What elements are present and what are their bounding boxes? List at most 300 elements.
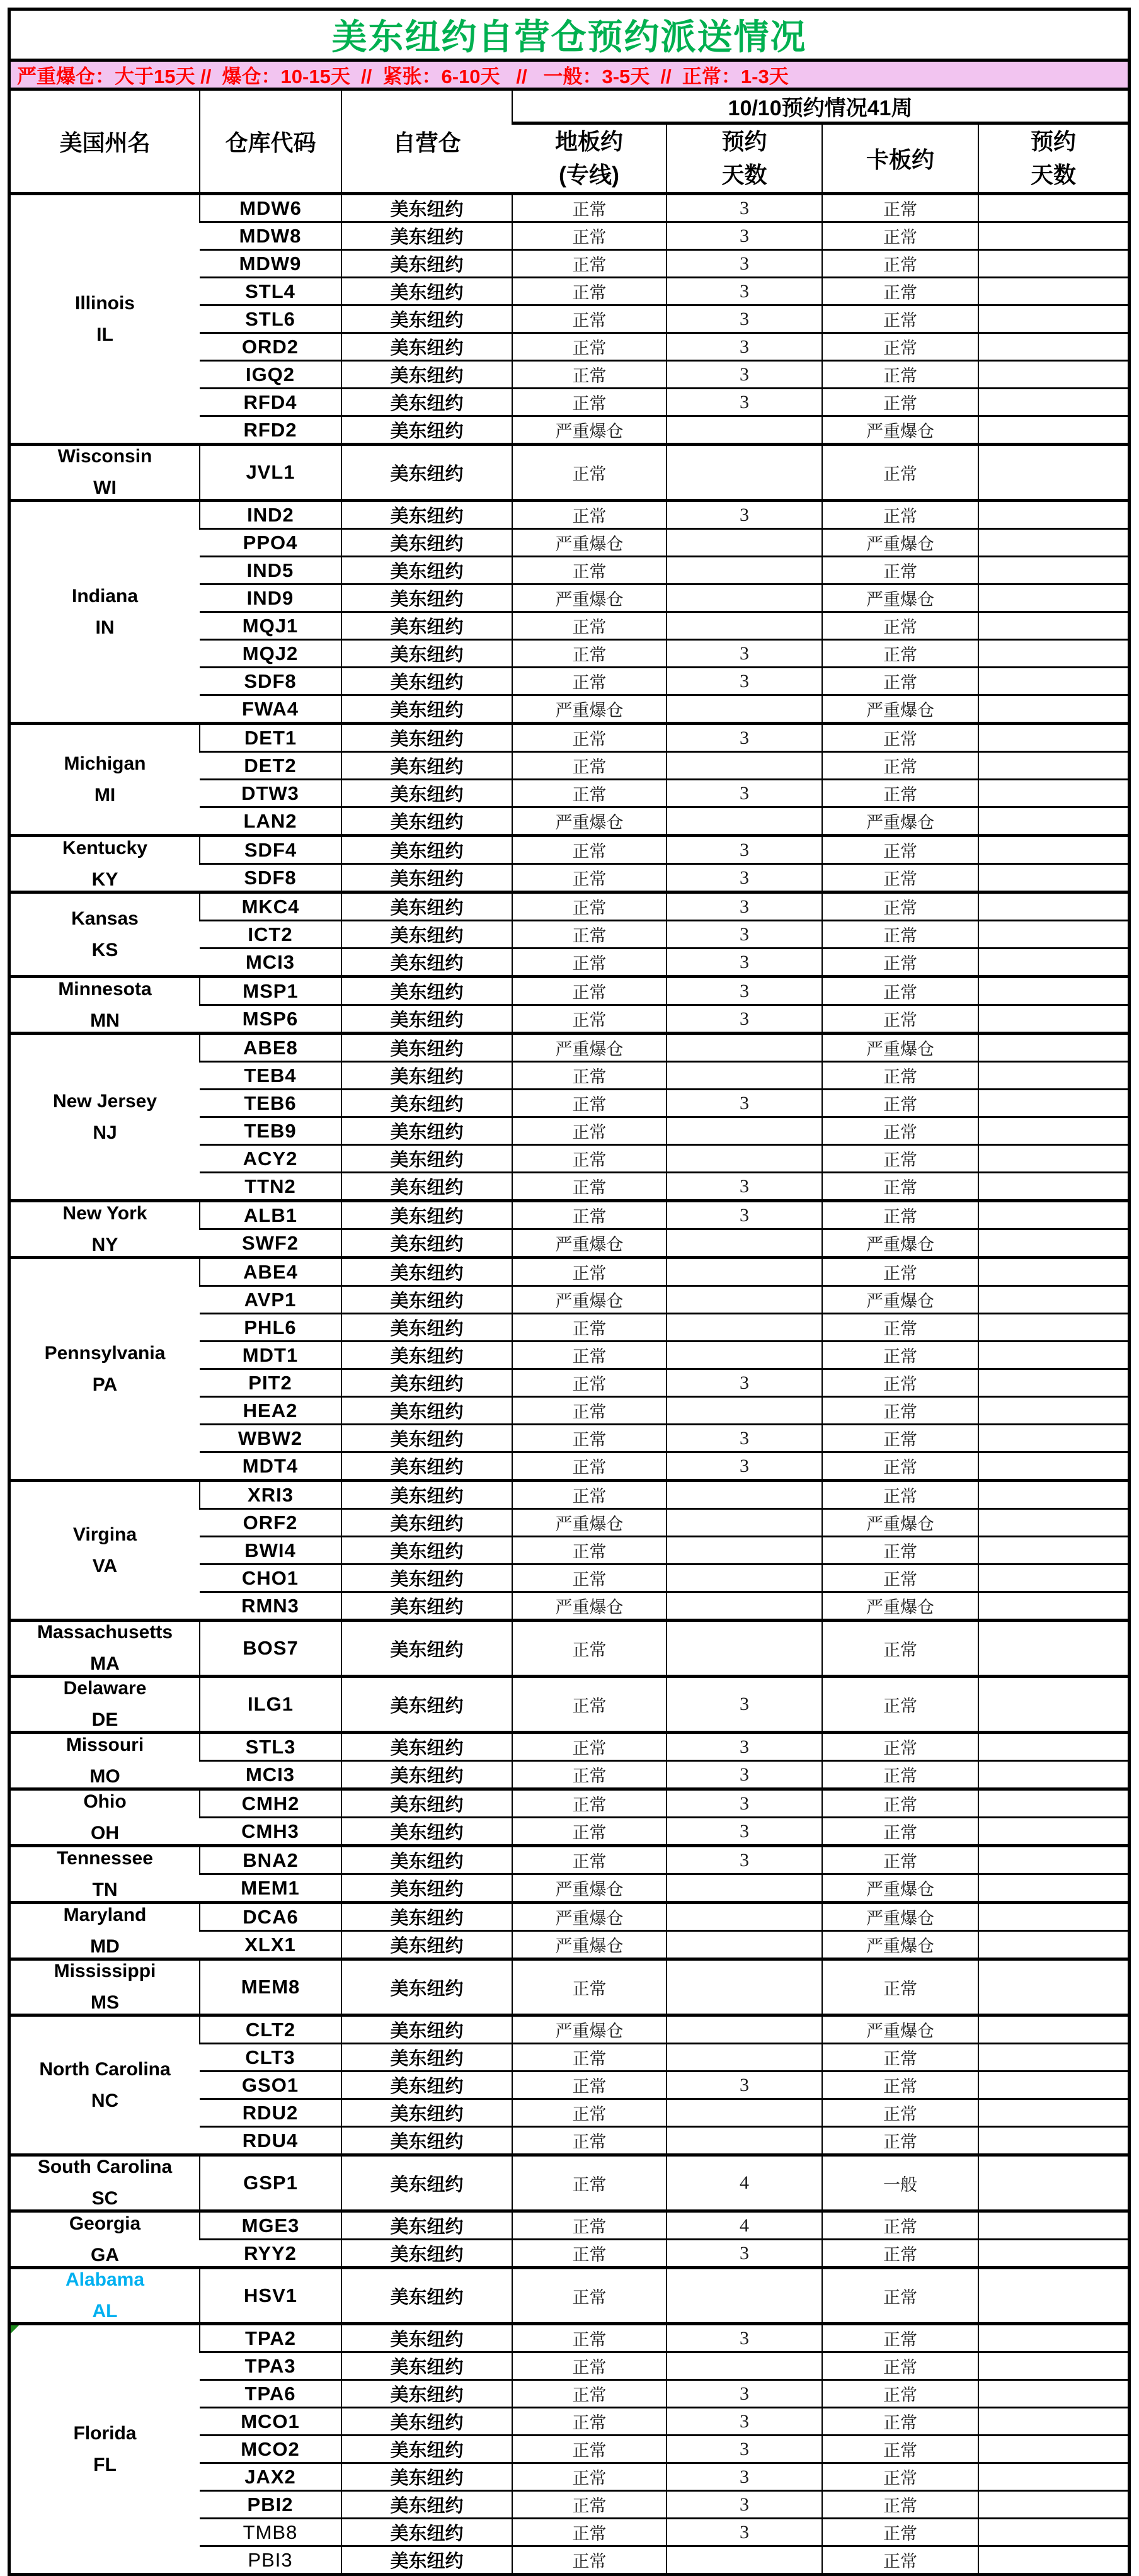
code-cell[interactable]: DCA6 <box>200 1903 341 1931</box>
code-cell[interactable]: IND5 <box>200 557 341 584</box>
pallet-days-cell[interactable] <box>978 501 1128 529</box>
state-cell[interactable] <box>11 2015 200 2155</box>
pallet-days-cell[interactable] <box>978 194 1128 222</box>
pallet-status-cell[interactable]: 正常 <box>822 333 978 361</box>
pallet-status-cell[interactable]: 严重爆仓 <box>822 695 978 724</box>
warehouse-cell[interactable]: 美东纽约 <box>341 1592 512 1621</box>
floor-days-cell[interactable]: 3 <box>667 836 822 864</box>
warehouse-cell[interactable]: 美东纽约 <box>341 1931 512 1959</box>
warehouse-cell[interactable]: 美东纽约 <box>341 501 512 529</box>
pallet-status-cell[interactable]: 严重爆仓 <box>822 1903 978 1931</box>
pallet-days-cell[interactable] <box>978 1789 1128 1818</box>
warehouse-cell[interactable]: 美东纽约 <box>341 892 512 921</box>
warehouse-cell[interactable]: 美东纽约 <box>341 2352 512 2380</box>
warehouse-cell[interactable]: 美东纽约 <box>341 1145 512 1173</box>
floor-days-cell[interactable] <box>667 445 822 501</box>
warehouse-cell[interactable]: 美东纽约 <box>341 1846 512 1874</box>
warehouse-cell[interactable]: 美东纽约 <box>341 2240 512 2268</box>
header-state[interactable]: 美国州名 <box>59 130 151 156</box>
floor-status-cell[interactable]: 正常 <box>512 752 667 780</box>
code-cell[interactable]: MDW9 <box>200 250 341 278</box>
warehouse-cell[interactable]: 美东纽约 <box>341 1564 512 1592</box>
warehouse-cell[interactable]: 美东纽约 <box>341 584 512 612</box>
floor-status-cell[interactable]: 严重爆仓 <box>512 695 667 724</box>
floor-status-cell[interactable]: 正常 <box>512 1173 667 1201</box>
pallet-status-cell[interactable]: 正常 <box>822 250 978 278</box>
warehouse-cell[interactable]: 美东纽约 <box>341 2211 512 2240</box>
floor-days-cell[interactable] <box>667 2352 822 2380</box>
pallet-days-cell[interactable] <box>978 2127 1128 2155</box>
pallet-days-cell[interactable] <box>978 977 1128 1005</box>
code-cell[interactable]: MEM1 <box>200 1874 341 1903</box>
pallet-status-cell[interactable]: 正常 <box>822 1621 978 1677</box>
pallet-status-cell[interactable]: 正常 <box>822 949 978 977</box>
floor-status-cell[interactable]: 正常 <box>512 780 667 807</box>
code-cell[interactable]: RYY2 <box>200 2240 341 2268</box>
floor-status-cell[interactable]: 正常 <box>512 612 667 640</box>
floor-status-cell[interactable]: 正常 <box>512 1369 667 1397</box>
floor-days-cell[interactable]: 3 <box>667 2436 822 2463</box>
warehouse-cell[interactable]: 美东纽约 <box>341 780 512 807</box>
floor-status-cell[interactable]: 正常 <box>512 2546 667 2573</box>
floor-status-cell[interactable]: 正常 <box>512 892 667 921</box>
floor-days-cell[interactable]: 3 <box>667 2324 822 2352</box>
floor-status-cell[interactable]: 正常 <box>512 1342 667 1369</box>
pallet-days-cell[interactable] <box>978 2463 1128 2491</box>
pallet-status-cell[interactable]: 严重爆仓 <box>822 1592 978 1621</box>
floor-days-cell[interactable]: 3 <box>667 250 822 278</box>
code-cell[interactable]: BWI4 <box>200 1537 341 1564</box>
warehouse-cell[interactable]: 美东纽约 <box>341 1874 512 1903</box>
code-cell[interactable]: TPA6 <box>200 2380 341 2408</box>
code-cell[interactable]: XLX1 <box>200 1931 341 1959</box>
pallet-status-cell[interactable]: 正常 <box>822 445 978 501</box>
floor-status-cell[interactable]: 正常 <box>512 2240 667 2268</box>
floor-status-cell[interactable]: 正常 <box>512 1258 667 1286</box>
pallet-status-cell[interactable]: 正常 <box>822 668 978 695</box>
floor-status-cell[interactable]: 正常 <box>512 1425 667 1452</box>
floor-status-cell[interactable]: 正常 <box>512 2491 667 2519</box>
floor-status-cell[interactable]: 正常 <box>512 1537 667 1564</box>
floor-days-cell[interactable]: 3 <box>667 1173 822 1201</box>
warehouse-cell[interactable]: 美东纽约 <box>341 2546 512 2573</box>
floor-status-cell[interactable]: 正常 <box>512 1677 667 1733</box>
warehouse-cell[interactable]: 美东纽约 <box>341 2463 512 2491</box>
pallet-status-cell[interactable]: 正常 <box>822 361 978 389</box>
code-cell[interactable]: MKC4 <box>200 892 341 921</box>
code-cell[interactable]: SDF8 <box>200 864 341 892</box>
pallet-status-cell[interactable]: 正常 <box>822 1369 978 1397</box>
pallet-days-cell[interactable] <box>978 1818 1128 1846</box>
code-cell[interactable]: ACY2 <box>200 1145 341 1173</box>
pallet-status-cell[interactable]: 正常 <box>822 2099 978 2127</box>
pallet-status-cell[interactable]: 严重爆仓 <box>822 1286 978 1314</box>
pallet-status-cell[interactable]: 正常 <box>822 1761 978 1789</box>
floor-days-cell[interactable] <box>667 1062 822 1090</box>
pallet-days-cell[interactable] <box>978 1537 1128 1564</box>
pallet-days-cell[interactable] <box>978 1034 1128 1062</box>
code-cell[interactable]: MCI3 <box>200 1761 341 1789</box>
pallet-status-cell[interactable]: 正常 <box>822 864 978 892</box>
code-cell[interactable]: CHO1 <box>200 1564 341 1592</box>
floor-status-cell[interactable]: 正常 <box>512 977 667 1005</box>
warehouse-cell[interactable]: 美东纽约 <box>341 921 512 949</box>
pallet-days-cell[interactable] <box>978 2099 1128 2127</box>
code-cell[interactable]: STL6 <box>200 305 341 333</box>
floor-status-cell[interactable]: 正常 <box>512 445 667 501</box>
code-cell[interactable]: ICT2 <box>200 921 341 949</box>
floor-days-cell[interactable] <box>667 1286 822 1314</box>
pallet-days-cell[interactable] <box>978 1342 1128 1369</box>
warehouse-cell[interactable]: 美东纽约 <box>341 2155 512 2211</box>
floor-status-cell[interactable]: 正常 <box>512 1005 667 1034</box>
pallet-status-cell[interactable]: 正常 <box>822 389 978 416</box>
floor-days-cell[interactable]: 3 <box>667 780 822 807</box>
floor-status-cell[interactable]: 正常 <box>512 2127 667 2155</box>
warehouse-cell[interactable]: 美东纽约 <box>341 640 512 668</box>
pallet-days-cell[interactable] <box>978 1903 1128 1931</box>
state-cell[interactable] <box>11 501 200 724</box>
pallet-days-cell[interactable] <box>978 1425 1128 1452</box>
floor-status-cell[interactable]: 正常 <box>512 194 667 222</box>
pallet-days-cell[interactable] <box>978 250 1128 278</box>
pallet-days-cell[interactable] <box>978 1592 1128 1621</box>
pallet-days-cell[interactable] <box>978 724 1128 752</box>
floor-days-cell[interactable] <box>667 1931 822 1959</box>
pallet-status-cell[interactable]: 正常 <box>822 1452 978 1481</box>
floor-status-cell[interactable]: 正常 <box>512 1846 667 1874</box>
code-cell[interactable]: XRI3 <box>200 1481 341 1509</box>
floor-days-cell[interactable] <box>667 1903 822 1931</box>
pallet-status-cell[interactable]: 正常 <box>822 2044 978 2072</box>
floor-days-cell[interactable] <box>667 2044 822 2072</box>
pallet-status-cell[interactable]: 一般 <box>822 2155 978 2211</box>
warehouse-cell[interactable]: 美东纽约 <box>341 1229 512 1258</box>
pallet-status-cell[interactable]: 正常 <box>822 1117 978 1145</box>
floor-days-cell[interactable]: 3 <box>667 194 822 222</box>
pallet-status-cell[interactable]: 正常 <box>822 1425 978 1452</box>
code-cell[interactable]: MSP1 <box>200 977 341 1005</box>
pallet-days-cell[interactable] <box>978 529 1128 557</box>
pallet-days-cell[interactable] <box>978 752 1128 780</box>
pallet-days-cell[interactable] <box>978 1452 1128 1481</box>
code-cell[interactable]: RFD4 <box>200 389 341 416</box>
floor-status-cell[interactable]: 正常 <box>512 1090 667 1117</box>
floor-status-cell[interactable]: 正常 <box>512 724 667 752</box>
code-cell[interactable]: MDW8 <box>200 222 341 250</box>
code-cell[interactable]: IND2 <box>200 501 341 529</box>
warehouse-cell[interactable]: 美东纽约 <box>341 1258 512 1286</box>
state-cell[interactable] <box>11 836 200 892</box>
code-cell[interactable]: TEB9 <box>200 1117 341 1145</box>
pallet-status-cell[interactable]: 正常 <box>822 1145 978 1173</box>
pallet-days-cell[interactable] <box>978 1677 1128 1733</box>
pallet-status-cell[interactable]: 正常 <box>822 2491 978 2519</box>
pallet-status-cell[interactable]: 正常 <box>822 2546 978 2573</box>
code-cell[interactable]: DET1 <box>200 724 341 752</box>
state-cell[interactable] <box>11 1034 200 1201</box>
warehouse-cell[interactable]: 美东纽约 <box>341 2380 512 2408</box>
pallet-status-cell[interactable]: 正常 <box>822 612 978 640</box>
warehouse-cell[interactable]: 美东纽约 <box>341 389 512 416</box>
warehouse-cell[interactable]: 美东纽约 <box>341 2408 512 2436</box>
code-cell[interactable]: SWF2 <box>200 1229 341 1258</box>
warehouse-cell[interactable]: 美东纽约 <box>341 612 512 640</box>
pallet-days-cell[interactable] <box>978 2436 1128 2463</box>
pallet-days-cell[interactable] <box>978 1846 1128 1874</box>
warehouse-cell[interactable]: 美东纽约 <box>341 2324 512 2352</box>
floor-days-cell[interactable] <box>667 2546 822 2573</box>
floor-status-cell[interactable]: 正常 <box>512 836 667 864</box>
warehouse-cell[interactable]: 美东纽约 <box>341 1005 512 1034</box>
warehouse-cell[interactable]: 美东纽约 <box>341 668 512 695</box>
header-floor-days[interactable] <box>667 123 822 194</box>
floor-days-cell[interactable]: 3 <box>667 921 822 949</box>
pallet-status-cell[interactable]: 严重爆仓 <box>822 807 978 836</box>
floor-status-cell[interactable]: 正常 <box>512 2519 667 2546</box>
pallet-days-cell[interactable] <box>978 1564 1128 1592</box>
warehouse-cell[interactable]: 美东纽约 <box>341 1034 512 1062</box>
floor-days-cell[interactable] <box>667 1564 822 1592</box>
floor-status-cell[interactable]: 正常 <box>512 501 667 529</box>
pallet-status-cell[interactable]: 正常 <box>822 977 978 1005</box>
warehouse-cell[interactable]: 美东纽约 <box>341 250 512 278</box>
warehouse-cell[interactable]: 美东纽约 <box>341 977 512 1005</box>
floor-days-cell[interactable] <box>667 1397 822 1425</box>
pallet-days-cell[interactable] <box>978 1314 1128 1342</box>
pallet-days-cell[interactable] <box>978 2324 1128 2352</box>
warehouse-cell[interactable]: 美东纽约 <box>341 1509 512 1537</box>
pallet-days-cell[interactable] <box>978 222 1128 250</box>
pallet-days-cell[interactable] <box>978 668 1128 695</box>
pallet-days-cell[interactable] <box>978 921 1128 949</box>
pallet-status-cell[interactable]: 正常 <box>822 1677 978 1733</box>
floor-status-cell[interactable]: 严重爆仓 <box>512 529 667 557</box>
code-cell[interactable]: GSO1 <box>200 2072 341 2099</box>
code-cell[interactable]: PHL6 <box>200 1314 341 1342</box>
pallet-days-cell[interactable] <box>978 892 1128 921</box>
floor-days-cell[interactable] <box>667 1314 822 1342</box>
state-cell[interactable] <box>11 892 200 977</box>
pallet-status-cell[interactable]: 严重爆仓 <box>822 529 978 557</box>
floor-status-cell[interactable]: 正常 <box>512 949 667 977</box>
pallet-days-cell[interactable] <box>978 640 1128 668</box>
warehouse-cell[interactable]: 美东纽约 <box>341 194 512 222</box>
warehouse-cell[interactable]: 美东纽约 <box>341 2099 512 2127</box>
pallet-status-cell[interactable]: 正常 <box>822 1342 978 1369</box>
pallet-days-cell[interactable] <box>978 1062 1128 1090</box>
warehouse-cell[interactable]: 美东纽约 <box>341 2491 512 2519</box>
pallet-status-cell[interactable]: 正常 <box>822 194 978 222</box>
code-cell[interactable]: CMH2 <box>200 1789 341 1818</box>
floor-days-cell[interactable]: 3 <box>667 1452 822 1481</box>
floor-days-cell[interactable]: 3 <box>667 949 822 977</box>
pallet-status-cell[interactable]: 正常 <box>822 2463 978 2491</box>
floor-status-cell[interactable]: 正常 <box>512 2463 667 2491</box>
floor-status-cell[interactable]: 正常 <box>512 2044 667 2072</box>
pallet-status-cell[interactable]: 正常 <box>822 892 978 921</box>
pallet-days-cell[interactable] <box>978 2408 1128 2436</box>
pallet-status-cell[interactable]: 正常 <box>822 2072 978 2099</box>
code-cell[interactable]: LAN2 <box>200 807 341 836</box>
header-pallet-appointment[interactable]: 卡板约 <box>822 123 978 194</box>
warehouse-cell[interactable]: 美东纽约 <box>341 1818 512 1846</box>
pallet-status-cell[interactable]: 正常 <box>822 1173 978 1201</box>
pallet-days-cell[interactable] <box>978 1090 1128 1117</box>
pallet-status-cell[interactable]: 正常 <box>822 1818 978 1846</box>
code-cell[interactable]: IND9 <box>200 584 341 612</box>
warehouse-cell[interactable]: 美东纽约 <box>341 1452 512 1481</box>
floor-days-cell[interactable] <box>667 529 822 557</box>
pallet-status-cell[interactable]: 正常 <box>822 1314 978 1342</box>
floor-days-cell[interactable]: 3 <box>667 305 822 333</box>
floor-days-cell[interactable] <box>667 695 822 724</box>
warehouse-cell[interactable]: 美东纽约 <box>341 1062 512 1090</box>
state-cell[interactable] <box>11 2211 200 2268</box>
warehouse-cell[interactable]: 美东纽约 <box>341 333 512 361</box>
floor-status-cell[interactable]: 正常 <box>512 2099 667 2127</box>
code-cell[interactable]: MDT1 <box>200 1342 341 1369</box>
pallet-days-cell[interactable] <box>978 278 1128 305</box>
code-cell[interactable]: DTW3 <box>200 780 341 807</box>
warehouse-cell[interactable]: 美东纽约 <box>341 1286 512 1314</box>
pallet-days-cell[interactable] <box>978 695 1128 724</box>
pallet-days-cell[interactable] <box>978 2380 1128 2408</box>
floor-status-cell[interactable]: 正常 <box>512 2436 667 2463</box>
floor-status-cell[interactable]: 严重爆仓 <box>512 1229 667 1258</box>
pallet-status-cell[interactable]: 正常 <box>822 2519 978 2546</box>
pallet-days-cell[interactable] <box>978 1173 1128 1201</box>
code-cell[interactable]: PPO4 <box>200 529 341 557</box>
warehouse-cell[interactable]: 美东纽约 <box>341 1369 512 1397</box>
pallet-days-cell[interactable] <box>978 864 1128 892</box>
pallet-status-cell[interactable]: 正常 <box>822 780 978 807</box>
warehouse-cell[interactable]: 美东纽约 <box>341 445 512 501</box>
floor-status-cell[interactable]: 正常 <box>512 864 667 892</box>
warehouse-cell[interactable]: 美东纽约 <box>341 557 512 584</box>
state-cell[interactable] <box>11 2324 200 2573</box>
page-title[interactable]: 美东纽约自营仓预约派送情况 <box>331 17 807 57</box>
floor-days-cell[interactable] <box>667 752 822 780</box>
pallet-days-cell[interactable] <box>978 2015 1128 2044</box>
code-cell[interactable]: MCI3 <box>200 949 341 977</box>
pallet-status-cell[interactable]: 严重爆仓 <box>822 2015 978 2044</box>
floor-days-cell[interactable]: 3 <box>667 1818 822 1846</box>
pallet-status-cell[interactable]: 正常 <box>822 1789 978 1818</box>
code-cell[interactable]: CMH3 <box>200 1818 341 1846</box>
pallet-status-cell[interactable]: 正常 <box>822 2127 978 2155</box>
floor-days-cell[interactable] <box>667 1229 822 1258</box>
pallet-days-cell[interactable] <box>978 416 1128 445</box>
code-cell[interactable]: ABE4 <box>200 1258 341 1286</box>
code-cell[interactable]: ALB1 <box>200 1201 341 1229</box>
floor-days-cell[interactable] <box>667 807 822 836</box>
warehouse-cell[interactable]: 美东纽约 <box>341 1959 512 2015</box>
state-cell[interactable] <box>11 2155 200 2211</box>
warehouse-cell[interactable]: 美东纽约 <box>341 529 512 557</box>
floor-days-cell[interactable]: 3 <box>667 1733 822 1761</box>
floor-status-cell[interactable]: 严重爆仓 <box>512 584 667 612</box>
floor-days-cell[interactable]: 3 <box>667 1005 822 1034</box>
floor-days-cell[interactable]: 3 <box>667 2463 822 2491</box>
code-cell[interactable]: MQJ2 <box>200 640 341 668</box>
pallet-days-cell[interactable] <box>978 361 1128 389</box>
floor-status-cell[interactable]: 正常 <box>512 1314 667 1342</box>
floor-days-cell[interactable]: 3 <box>667 501 822 529</box>
floor-days-cell[interactable]: 3 <box>667 977 822 1005</box>
code-cell[interactable]: SDF4 <box>200 836 341 864</box>
state-cell[interactable] <box>11 977 200 1034</box>
floor-days-cell[interactable]: 3 <box>667 864 822 892</box>
floor-status-cell[interactable]: 正常 <box>512 1761 667 1789</box>
pallet-days-cell[interactable] <box>978 2519 1128 2546</box>
code-cell[interactable]: TPA2 <box>200 2324 341 2352</box>
floor-status-cell[interactable]: 正常 <box>512 557 667 584</box>
pallet-days-cell[interactable] <box>978 2155 1128 2211</box>
floor-days-cell[interactable]: 4 <box>667 2211 822 2240</box>
floor-status-cell[interactable]: 正常 <box>512 2268 667 2324</box>
code-cell[interactable]: CLT2 <box>200 2015 341 2044</box>
pallet-status-cell[interactable]: 严重爆仓 <box>822 1229 978 1258</box>
pallet-status-cell[interactable]: 正常 <box>822 1481 978 1509</box>
floor-status-cell[interactable]: 严重爆仓 <box>512 1509 667 1537</box>
floor-status-cell[interactable]: 正常 <box>512 1397 667 1425</box>
pallet-status-cell[interactable]: 正常 <box>822 2352 978 2380</box>
warehouse-cell[interactable]: 美东纽约 <box>341 724 512 752</box>
floor-days-cell[interactable] <box>667 1959 822 2015</box>
floor-days-cell[interactable]: 3 <box>667 1425 822 1452</box>
floor-status-cell[interactable]: 严重爆仓 <box>512 1286 667 1314</box>
warehouse-cell[interactable]: 美东纽约 <box>341 361 512 389</box>
warehouse-cell[interactable]: 美东纽约 <box>341 1903 512 1931</box>
pallet-days-cell[interactable] <box>978 2491 1128 2519</box>
code-cell[interactable]: SDF8 <box>200 668 341 695</box>
code-cell[interactable]: ABE8 <box>200 1034 341 1062</box>
floor-days-cell[interactable] <box>667 1874 822 1903</box>
floor-status-cell[interactable]: 正常 <box>512 2072 667 2099</box>
pallet-status-cell[interactable]: 正常 <box>822 222 978 250</box>
pallet-status-cell[interactable]: 正常 <box>822 640 978 668</box>
code-cell[interactable]: ORF2 <box>200 1509 341 1537</box>
state-cell[interactable] <box>11 724 200 836</box>
pallet-days-cell[interactable] <box>978 1481 1128 1509</box>
pallet-status-cell[interactable]: 正常 <box>822 2268 978 2324</box>
floor-status-cell[interactable]: 严重爆仓 <box>512 1931 667 1959</box>
warehouse-cell[interactable]: 美东纽约 <box>341 1733 512 1761</box>
floor-days-cell[interactable] <box>667 1034 822 1062</box>
pallet-days-cell[interactable] <box>978 1931 1128 1959</box>
warehouse-cell[interactable]: 美东纽约 <box>341 1621 512 1677</box>
code-cell[interactable]: MDT4 <box>200 1452 341 1481</box>
floor-status-cell[interactable]: 正常 <box>512 1481 667 1509</box>
pallet-days-cell[interactable] <box>978 2072 1128 2099</box>
floor-days-cell[interactable]: 3 <box>667 278 822 305</box>
pallet-status-cell[interactable]: 正常 <box>822 2380 978 2408</box>
pallet-status-cell[interactable]: 严重爆仓 <box>822 584 978 612</box>
floor-days-cell[interactable]: 3 <box>667 2519 822 2546</box>
header-week-group[interactable]: 10/10预约情况41周 <box>512 89 1128 123</box>
code-cell[interactable]: PIT2 <box>200 1369 341 1397</box>
floor-days-cell[interactable]: 3 <box>667 1846 822 1874</box>
floor-days-cell[interactable] <box>667 557 822 584</box>
floor-status-cell[interactable]: 正常 <box>512 2380 667 2408</box>
floor-status-cell[interactable]: 正常 <box>512 1452 667 1481</box>
floor-status-cell[interactable]: 严重爆仓 <box>512 1903 667 1931</box>
pallet-status-cell[interactable]: 正常 <box>822 836 978 864</box>
floor-days-cell[interactable]: 3 <box>667 1090 822 1117</box>
pallet-status-cell[interactable]: 严重爆仓 <box>822 1931 978 1959</box>
warehouse-cell[interactable]: 美东纽约 <box>341 2268 512 2324</box>
